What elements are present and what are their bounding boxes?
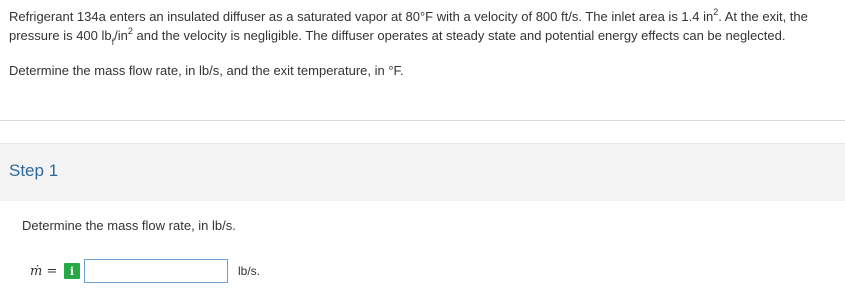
step-body xyxy=(0,201,845,295)
step-instruction: Determine the mass flow rate, in lb/s. xyxy=(22,218,236,233)
problem-question: Determine the mass flow rate, in lb/s, and the exit temperature, in °F. xyxy=(9,63,404,78)
problem-statement xyxy=(9,7,837,80)
mass-flow-variable-label: ṁ = xyxy=(30,263,58,279)
step-title: Step 1 xyxy=(9,161,59,180)
answer-row xyxy=(30,259,260,283)
info-icon[interactable]: i xyxy=(64,263,80,279)
unit-label: lb/s. xyxy=(238,264,261,278)
mass-flow-answer-input[interactable] xyxy=(84,259,228,283)
problem-text: Refrigerant 134a enters an insulated diffuser as a saturated vapor at 80°F with a velocity of 800 ft/s. The inlet area is 1.4 $in^2$. At the exit, the pressure is 400 $lb_f/in^2$ and the velocity is negligible. The diffuser operates at steady state and potential energy effects can be neglected. xyxy=(9,6,808,47)
divider xyxy=(0,120,845,121)
step-header xyxy=(0,143,845,201)
